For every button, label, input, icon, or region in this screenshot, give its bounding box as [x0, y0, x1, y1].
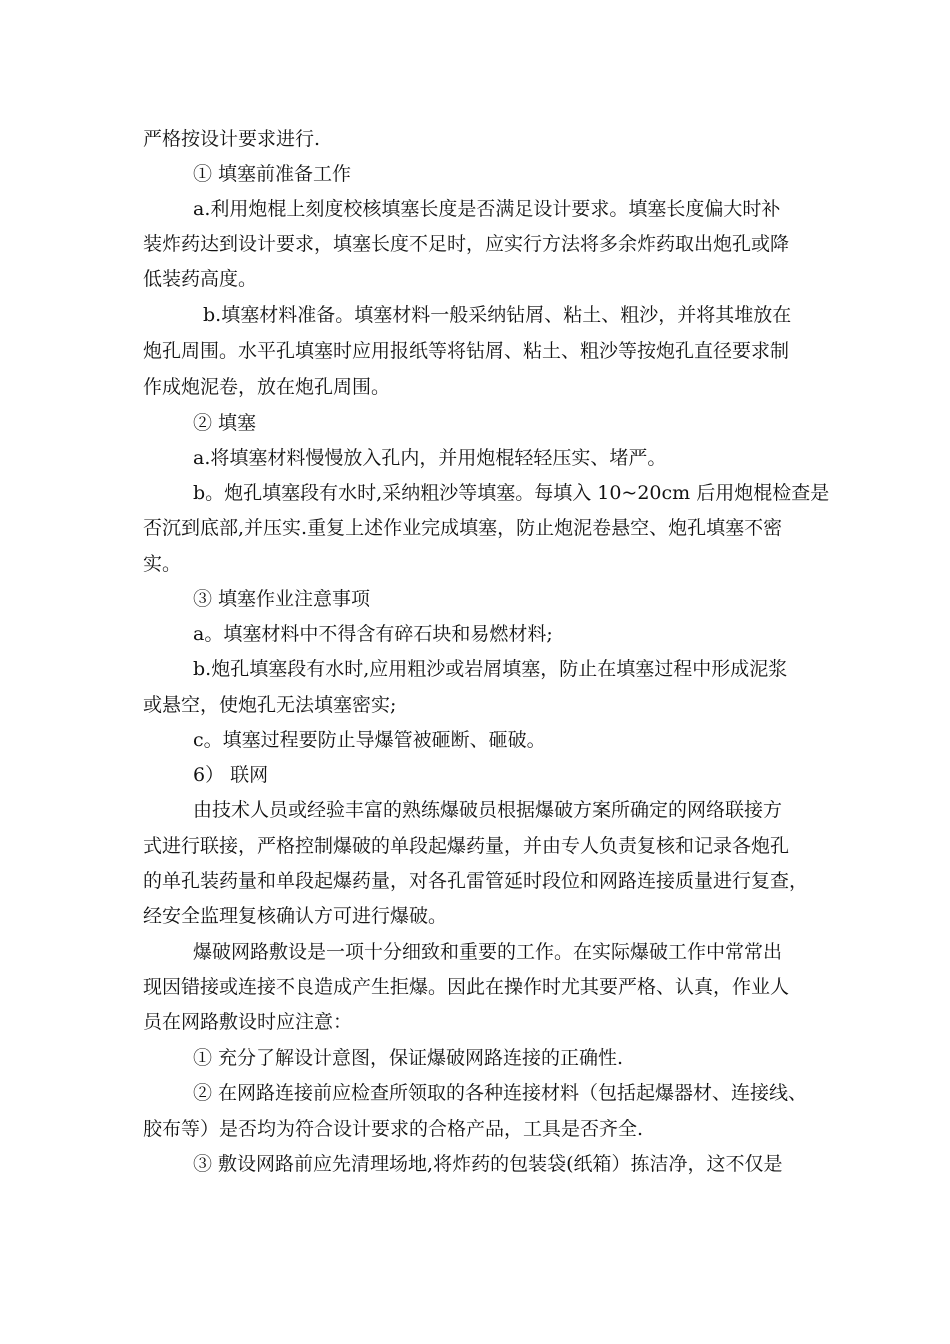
text-line: ② 填塞	[193, 412, 257, 434]
text-line: a.利用炮棍上刻度校核填塞长度是否满足设计要求。填塞长度偏大时补	[193, 198, 781, 220]
text-line: b。炮孔填塞段有水时,采纳粗沙等填塞。每填入 10~20cm 后用炮棍检查是	[193, 482, 830, 504]
text-line: 实。	[143, 553, 182, 575]
text-line: 员在网路敷设时应注意：	[143, 1011, 353, 1033]
text-line: b.炮孔填塞段有水时,应用粗沙或岩屑填塞，防止在填塞过程中形成泥浆	[193, 658, 788, 680]
text-line: 作成炮泥卷，放在炮孔周围。	[143, 376, 391, 398]
text-line: 低装药高度。	[143, 268, 258, 290]
text-line: ① 充分了解设计意图，保证爆破网路连接的正确性.	[193, 1047, 624, 1069]
text-line: 否沉到底部,并压实.重复上述作业完成填塞，防止炮泥卷悬空、炮孔填塞不密	[143, 517, 783, 539]
text-line: 爆破网路敷设是一项十分细致和重要的工作。在实际爆破工作中常常出	[193, 941, 783, 963]
text-line: 式进行联接，严格控制爆破的单段起爆药量，并由专人负责复核和记录各炮孔	[143, 835, 790, 857]
text-line: 胶布等）是否均为符合设计要求的合格产品，工具是否齐全.	[143, 1118, 644, 1140]
text-line: 或悬空，使炮孔无法填塞密实;	[143, 694, 397, 716]
section-heading: 6） 联网	[193, 764, 269, 786]
text-line: 炮孔周围。水平孔填塞时应用报纸等将钻屑、粘土、粗沙等按炮孔直径要求制	[143, 340, 790, 362]
text-line: a.将填塞材料慢慢放入孔内，并用炮棍轻轻压实、堵严。	[193, 447, 667, 469]
text-line: ① 填塞前准备工作	[193, 163, 352, 185]
text-line: c。填塞过程要防止导爆管被砸断、砸破。	[193, 729, 546, 751]
text-line: 严格按设计要求进行.	[143, 128, 321, 150]
text-line: ② 在网路连接前应检查所领取的各种连接材料（包括起爆器材、连接线、	[193, 1082, 808, 1104]
text-line: 现因错接或连接不良造成产生拒爆。因此在操作时尤其要严格、认真，作业人	[143, 976, 790, 998]
text-line: 由技术人员或经验丰富的熟练爆破员根据爆破方案所确定的网络联接方	[193, 799, 783, 821]
text-line: 经安全监理复核确认方可进行爆破。	[143, 905, 448, 927]
text-line: 的单孔装药量和单段起爆药量，对各孔雷管延时段位和网路连接质量进行复查，	[143, 870, 809, 892]
text-line: ③ 填塞作业注意事项	[193, 588, 371, 610]
text-line: a。填塞材料中不得含有碎石块和易燃材料;	[193, 623, 553, 645]
text-line: ③ 敷设网路前应先清理场地,将炸药的包装袋(纸箱）拣洁净，这不仅是	[193, 1153, 783, 1175]
text-line: b.填塞材料准备。填塞材料一般采纳钻屑、粘土、粗沙，并将其堆放在	[203, 304, 792, 326]
text-line: 装炸药达到设计要求，填塞长度不足时，应实行方法将多余炸药取出炮孔或降	[143, 233, 790, 255]
